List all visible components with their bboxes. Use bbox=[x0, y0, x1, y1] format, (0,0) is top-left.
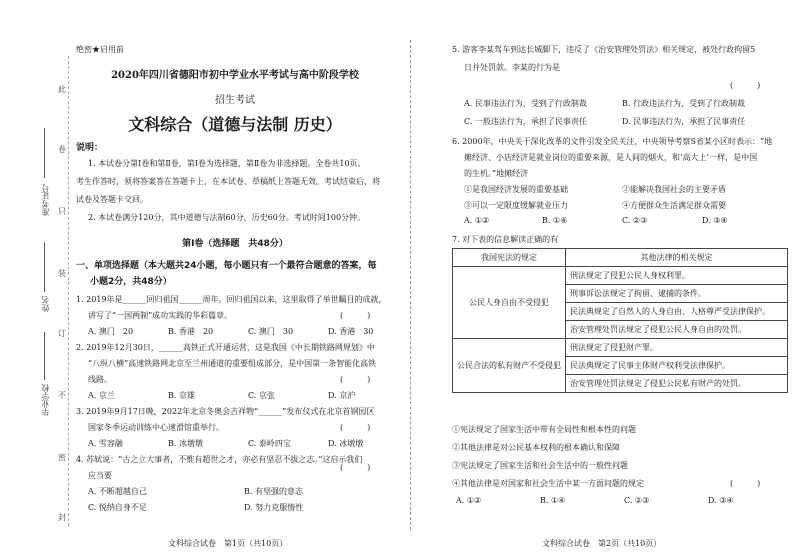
note-1: 1. 本试卷分第Ⅰ卷和第Ⅱ卷，第Ⅰ卷为选择题，第Ⅱ卷为非选择题。全卷共10页。 bbox=[88, 159, 366, 168]
table-header: 我国宪法的规定 bbox=[453, 249, 566, 267]
question-6-option: D. ③④ bbox=[702, 216, 728, 225]
binding-char: 订 bbox=[58, 329, 66, 338]
question-6-statement: ②能解决我国社会的主要矛盾 bbox=[622, 185, 726, 194]
question-2-stem: 线路。 bbox=[88, 375, 112, 384]
question-7-stem: 7. 对下表的信息解读正确的有 bbox=[452, 235, 559, 244]
binding-strip bbox=[38, 56, 69, 526]
question-7-option: B. ①④ bbox=[540, 496, 566, 505]
question-5-option: D. 民事违法行为，承担了民事责任 bbox=[622, 117, 746, 126]
binding-char: 此 bbox=[58, 85, 66, 94]
question-3-option: B. 冰墩墩 bbox=[168, 439, 203, 448]
question-1-option: B. 香港 20 bbox=[168, 327, 214, 336]
school-label: 毕业学校 bbox=[41, 384, 50, 416]
page-footer: 文科综合试卷 第2页（共10页） bbox=[542, 539, 662, 548]
table-cell: 刑事诉讼法规定了拘留、逮捕的条件。 bbox=[566, 285, 788, 303]
name-line bbox=[44, 242, 45, 292]
exam-page-2 bbox=[412, 0, 794, 560]
binding-char: 卷 bbox=[58, 145, 66, 154]
table-row-head: 公民人身自由不受侵犯 bbox=[453, 267, 566, 339]
table-cell: 刑法规定了侵犯财产罪。 bbox=[566, 339, 788, 357]
question-7-statement: ④其他法律是对国家和社会生活中某一方面问题的规定 bbox=[452, 479, 644, 488]
question-6-stem: 的生机。”地摊经济 bbox=[464, 169, 529, 178]
binding-char: 密 bbox=[58, 453, 66, 462]
question-3-option: A. 雪容融 bbox=[88, 439, 123, 448]
question-6-statement: ④方便群众生活满足群众需要 bbox=[622, 201, 726, 210]
question-4-stem: 4. 苏轼说：“古之立大事者，不惟有超世之才，亦必有坚忍不拔之志。”这启示我们 bbox=[76, 455, 363, 464]
table-cell: 治安管理处罚法规定了侵犯公民人身自由的处罚。 bbox=[566, 321, 788, 339]
table-row-head: 公民合法的私有财产不受侵犯 bbox=[453, 339, 566, 393]
binding-char: 不 bbox=[58, 391, 66, 400]
exam-number-line bbox=[44, 128, 45, 178]
page-footer: 文科综合试卷 第1页（共10页） bbox=[168, 539, 288, 548]
question-1-stem: 1. 2019年是______回归祖国______周年。回归祖国以来，这里取得了举世瞩目的成就， bbox=[76, 295, 387, 304]
answer-paren: ( ) bbox=[340, 423, 371, 432]
question-5-option: B. 行政违法行为，受到了行政制裁 bbox=[622, 99, 745, 108]
answer-paren: ( ) bbox=[340, 375, 371, 384]
question-4-option: B. 有坚强的意志 bbox=[244, 487, 303, 496]
exam-title-line2: 招生考试 bbox=[215, 95, 255, 106]
subject-title: 文科综合（道德与法制 历史） bbox=[128, 115, 342, 134]
page-divider bbox=[410, 40, 411, 530]
question-3-option: C. 泰岭四宝 bbox=[248, 439, 291, 448]
question-1-option: C. 澳门 30 bbox=[248, 327, 294, 336]
question-4-option: A. 不断超越自己 bbox=[88, 487, 147, 496]
question-7-statement: ③宪法规定了国家生活和社会生活中的一般性问题 bbox=[452, 461, 628, 470]
binding-char: 只 bbox=[58, 207, 66, 216]
section-heading: 小题2分，共48分） bbox=[90, 277, 172, 287]
school-line bbox=[44, 332, 45, 380]
question-4-stem: 应当要 bbox=[88, 471, 112, 480]
question-6-statement: ③可以一定限度缓解就业压力 bbox=[464, 201, 568, 210]
exam-title-line1: 2020年四川省德阳市初中学业水平考试与高中阶段学校 bbox=[111, 70, 359, 81]
table-row bbox=[453, 339, 788, 357]
note-1: 考生作答时，须将答案答在答题卡上，在本试卷、草稿纸上答题无效。考试结束后，将 bbox=[76, 177, 380, 186]
law-comparison-table bbox=[452, 248, 788, 393]
question-6-option: B. ①④ bbox=[542, 216, 568, 225]
name-label: 姓名 bbox=[41, 296, 50, 312]
notes-heading: 说明： bbox=[76, 143, 104, 153]
answer-paren: ( ) bbox=[730, 479, 761, 488]
question-5-option: A. 民事违法行为，受到了行政制裁 bbox=[464, 99, 587, 108]
question-6-statement: ①是我国经济发展的重要基础 bbox=[464, 185, 568, 194]
answer-paren: ( ) bbox=[730, 81, 761, 90]
question-2-option: C. 京张 bbox=[248, 391, 275, 400]
question-7-option: D. ③④ bbox=[708, 496, 734, 505]
question-3-stem: 3. 2019年9月17日晚，2022年北京冬奥会吉祥物“______”发布仪式在北京首钢园区 bbox=[76, 407, 375, 416]
secret-mark: 绝密★启用前 bbox=[76, 45, 124, 54]
question-2-option: A. 京兰 bbox=[88, 391, 115, 400]
table-row bbox=[453, 267, 788, 285]
question-2-stem: “八纵八横”高速铁路网北京至兰州通道的重要组成部分，是中国第一条智能化高铁 bbox=[88, 359, 377, 368]
question-7-statement: ①宪法规定了国家生活中带有全局性和根本性的问题 bbox=[452, 425, 636, 434]
question-5-stem: 5. 游客李某驾车到达长城脚下，违反了《治安管理处罚法》相关规定，被处行政拘留5 bbox=[452, 45, 756, 54]
question-6-option: C. ②③ bbox=[622, 216, 648, 225]
question-2-option: D. 京沪 bbox=[328, 391, 356, 400]
part-title: 第Ⅰ卷（选择题 共48分） bbox=[182, 239, 288, 249]
note-1: 试卷及答题卡交回。 bbox=[76, 195, 148, 204]
question-3-stem: 国家冬季运动训练中心速滑馆重举行。 bbox=[88, 423, 224, 432]
question-6-stem: 6. 2000年，中央关于深化改革的文件引发全民关注，中央领导考察S省某小区时表示：“地 bbox=[452, 137, 773, 146]
question-5-option: C. 一般违法行为，承担了民事责任 bbox=[464, 117, 587, 126]
table-header: 其他法律的相关规定 bbox=[566, 249, 788, 267]
question-1-option: A. 澳门 20 bbox=[88, 327, 134, 336]
question-2-option: B. 京雄 bbox=[168, 391, 195, 400]
question-7-statement: ②其他法律是对公民基本权利的根本确认和保障 bbox=[452, 443, 620, 452]
answer-paren: ( ) bbox=[340, 311, 371, 320]
question-5-stem: 日并处罚款。李某的行为是 bbox=[464, 63, 560, 72]
question-7-option: A. ①② bbox=[456, 496, 482, 505]
binding-char: 装 bbox=[58, 269, 66, 278]
table-cell: 治安管理处罚法规定了侵犯公民私有财产的处罚。 bbox=[566, 375, 788, 393]
question-3-option: D. 冰墩墩 bbox=[328, 439, 364, 448]
note-2: 2. 本试卷满分120分，其中道德与法制60分，历史60分。考试时间100分钟。 bbox=[88, 213, 366, 222]
question-4-option: C. 悦纳自身不足 bbox=[88, 503, 147, 512]
answer-paren: ( ) bbox=[340, 463, 371, 472]
question-7-option: C. ②③ bbox=[624, 496, 650, 505]
table-header-row bbox=[453, 249, 788, 267]
question-1-option: D. 香港 30 bbox=[328, 327, 374, 336]
section-heading: 一、单项选择题（本大题共24小题，每小题只有一个最符合题意的答案，每 bbox=[76, 261, 377, 271]
question-6-option: A. ①② bbox=[464, 216, 490, 225]
binding-char: 封 bbox=[58, 513, 66, 522]
table-cell: 刑法规定了侵犯公民人身权利罪。 bbox=[566, 267, 788, 285]
question-2-stem: 2. 2019年12月30日，______高铁正式开通运营，这是我国《中长期铁路网规划》中 bbox=[76, 343, 375, 352]
question-4-option: D. 努力克服惰性 bbox=[244, 503, 304, 512]
question-6-stem: 摊经济、小店经济是就业岗位的重要来源，是人间的烟火，和‘高大上’一样，是中国 bbox=[464, 153, 758, 162]
question-1-stem: 讲写了“一国两制”成功实践的华彩篇章。 bbox=[88, 311, 233, 320]
table-cell: 民法典规定了民事主体财产权利受法律保护。 bbox=[566, 357, 788, 375]
exam-number-label: 准考证号 bbox=[41, 184, 50, 216]
table-cell: 民法典规定了自然人的人身自由、人格尊严受法律保护。 bbox=[566, 303, 788, 321]
